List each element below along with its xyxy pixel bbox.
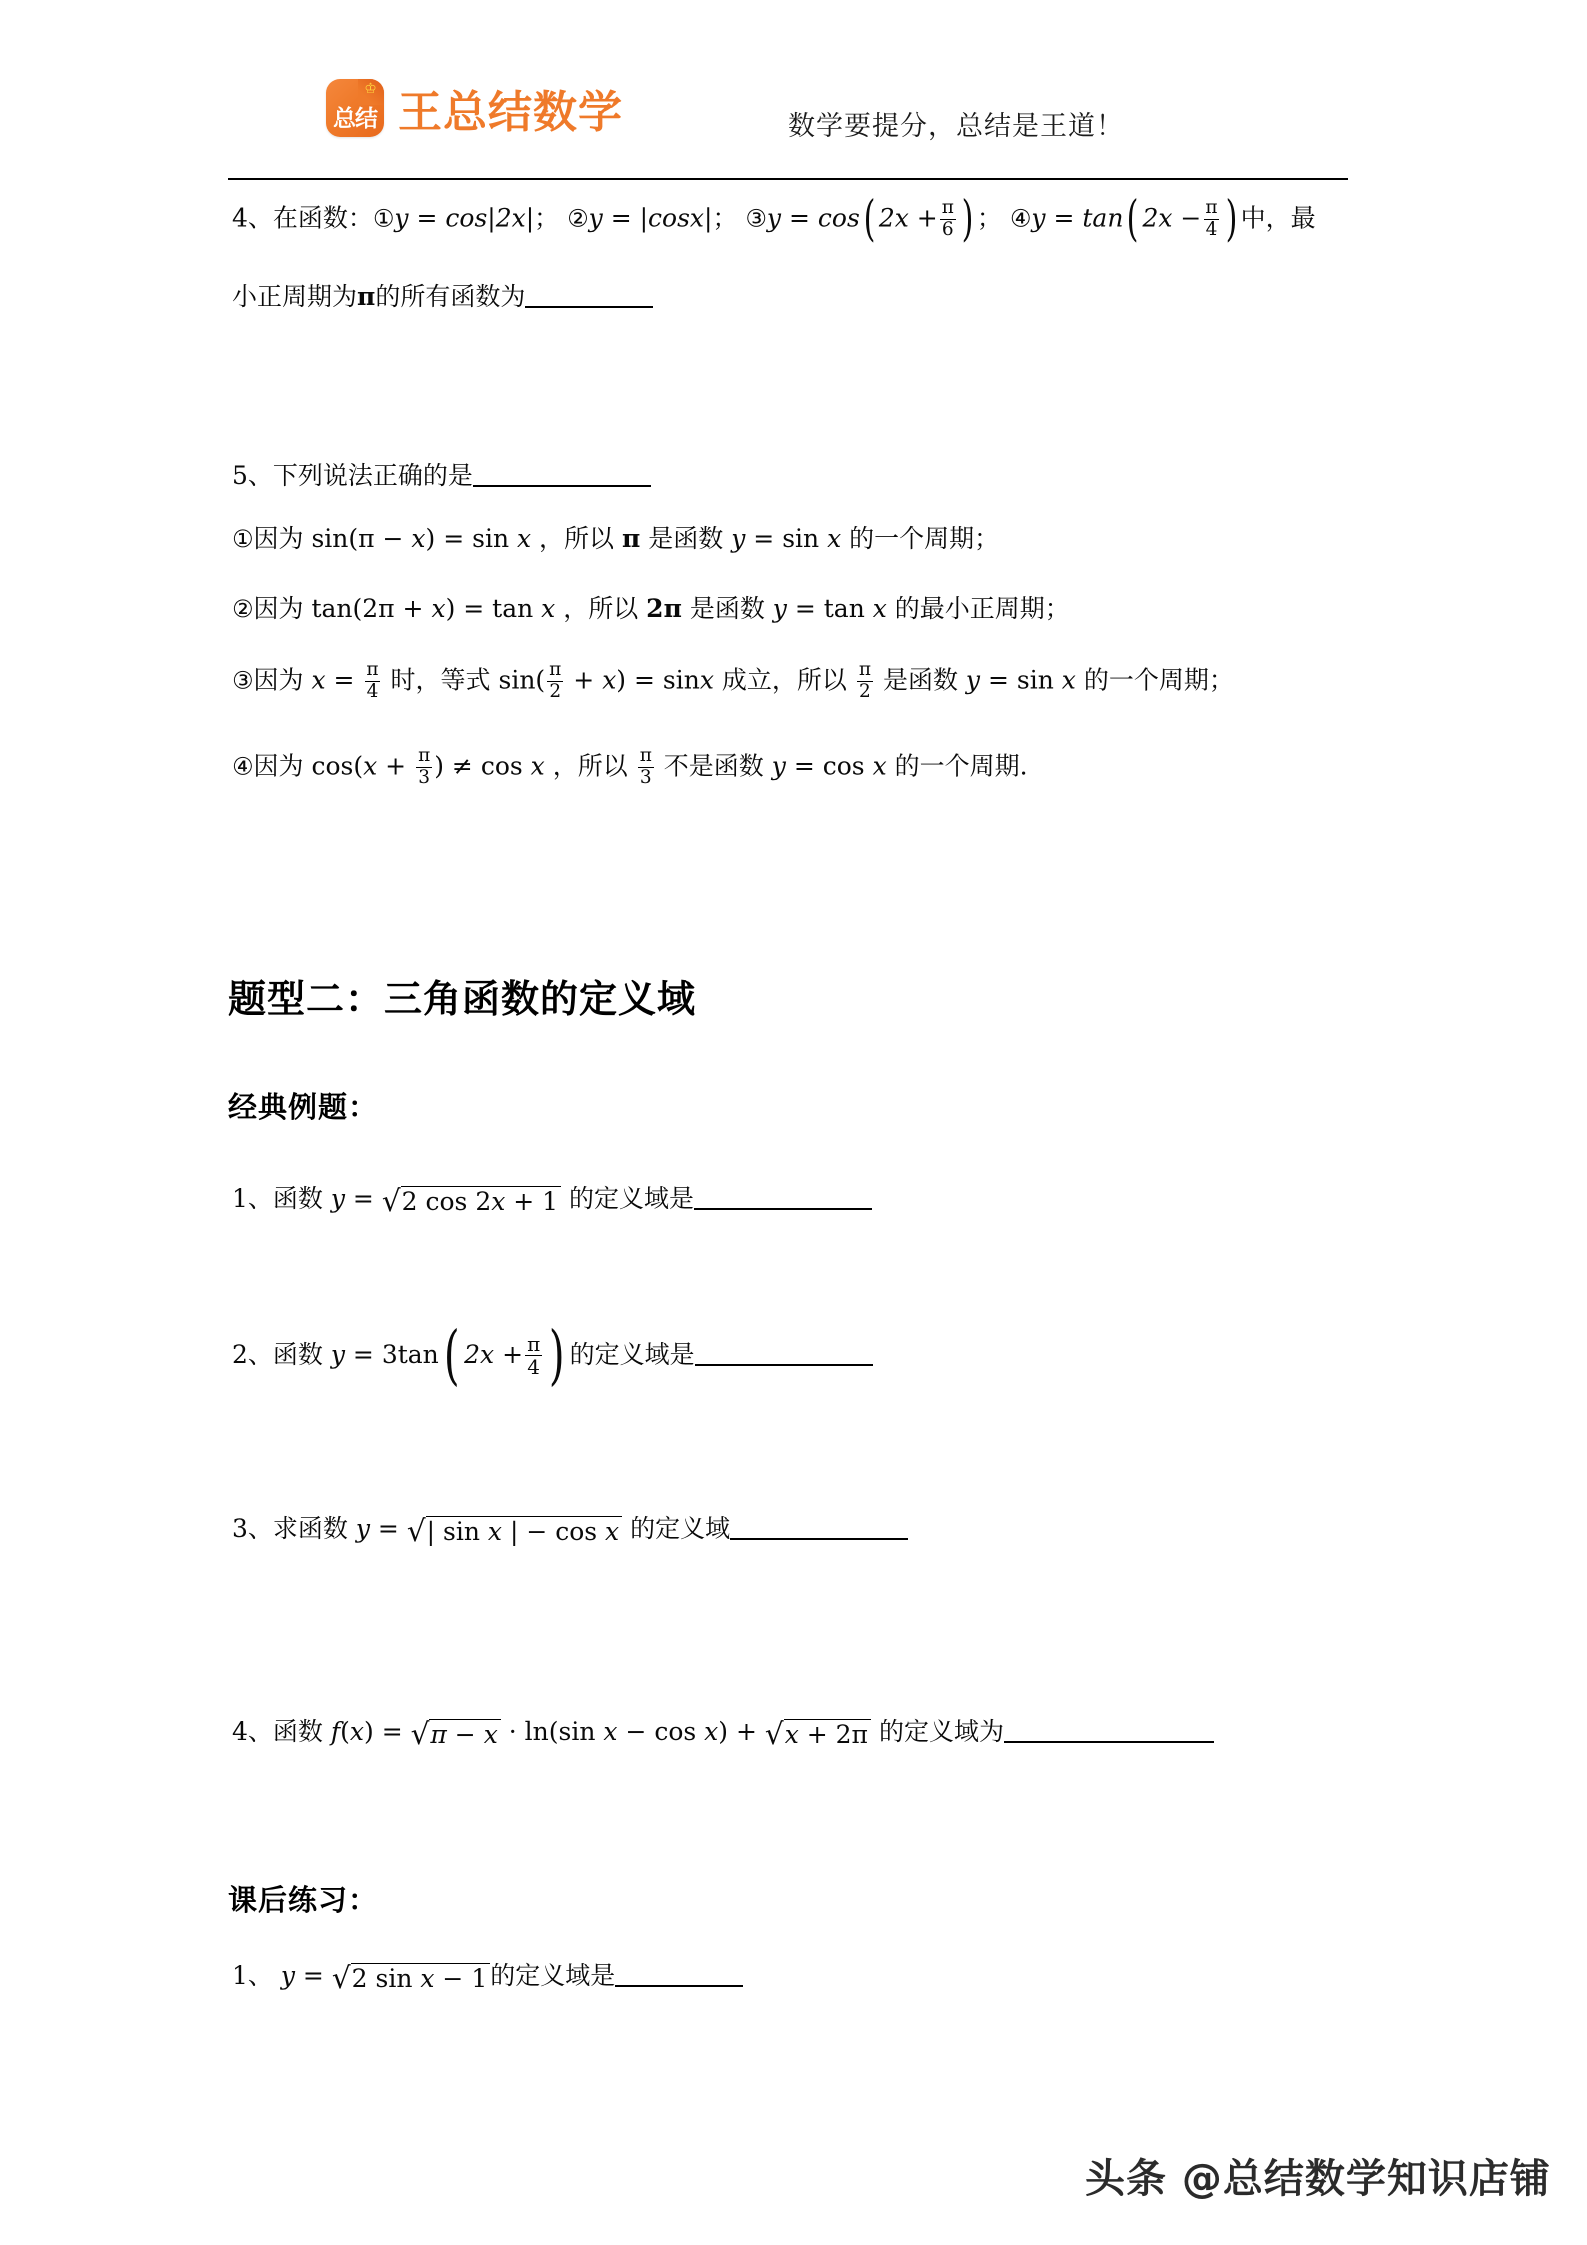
q4-item-3-inner: 2x + [878,203,938,233]
c-q4-f: f [330,1717,341,1746]
q5-item-3-g: 是函数 [875,665,966,695]
c-q4-mid-b: − cos [617,1717,705,1746]
c-q4-sqrt-1 [410,1716,501,1751]
q5-item-4-frac2-numerator: π [639,745,652,766]
radical-icon: √ [406,1513,426,1548]
question-5-item-2 [232,595,1070,623]
q5-item-2-e: = tan [786,594,873,623]
p-q1-radicand-a: 2 sin [351,1963,421,1993]
c-q3-eq: = [369,1514,407,1543]
q5-item-3-d: + [565,665,603,695]
c-q4-radicand-2 [784,1719,871,1749]
q5-answer-blank[interactable] [473,485,651,487]
q5-item-3-x4: x [1061,665,1076,695]
q5-item-4-x3: x [872,751,887,781]
c-q4-mid-c: ) + [718,1717,765,1746]
p-q1-suffix: 的定义域是 [490,1961,616,1990]
c-q2-prefix: 2、函数 [232,1340,331,1369]
c-q3-radicand-a: | sin [426,1516,488,1546]
q5-item-4-frac1-numerator: π [418,745,431,766]
q4-prefix: 4、在函数： [232,203,373,233]
q5-item-4-c: ) ≠ cos [434,751,531,781]
q5-item-2-twopi: 2π [646,594,682,623]
q5-item-4-frac2-denominator: 3 [639,766,652,788]
c-q3-y: y [355,1514,370,1543]
c-q4-r2-b: + 2π [798,1719,868,1749]
classic-examples-label: 经典例题： [228,1090,379,1124]
q5-item-2-x3: x [872,594,887,623]
c-q3-suffix: 的定义域 [622,1514,731,1543]
c-q1-prefix: 1、函数 [232,1184,331,1213]
q5-item-3-frac3-numerator: π [858,659,872,680]
q5-item-3-b: = [325,665,363,695]
q5-item-1-f: 的一个周期； [841,524,1000,553]
q5-item-4-fraction-2 [638,747,654,787]
q5-item-2-x1: x [431,594,446,623]
p-q1-prefix: 1、 [232,1961,281,1990]
q5-item-2-f: 的最小正周期； [886,594,1070,623]
c-q3-answer-blank[interactable] [730,1538,908,1540]
c-q4-sqrt-2 [764,1716,871,1751]
c-q2-suffix: 的定义域是 [569,1340,695,1369]
q5-item-2-x2: x [541,594,556,623]
q4-item-4-expr-a: y = tan [1031,203,1124,233]
footer-watermark: 头条 @总结数学知识店铺 [1085,2156,1551,2202]
c-q4-r2-x: x [784,1719,799,1749]
practice-question-1 [232,1960,743,1995]
c-q4-mid-x1: x [603,1717,618,1746]
c-q3-radicand-b: | − cos [502,1516,606,1546]
q5-item-3-marker: ③ [232,666,254,695]
q4-item-4-frac-numerator: π [1205,197,1218,218]
c-q4-eq: = [373,1717,411,1746]
q5-item-2-a: 因为 tan(2π + [253,594,432,623]
c-q2-fraction [525,1334,542,1377]
q5-item-1-y: y [731,524,746,553]
q5-item-3-x2: x [602,665,617,695]
q4-item-2-marker: ② [567,204,589,233]
question-4-line-1: 4、在函数：①y = cos|2x|； ②y = |cosx|； ③y = cos( 2x + $\frac{\pi}{6}$ ) ； ④y = tan( 2x − $\frac{\pi}{4}$ ) 中，最 [232,191,1316,247]
q4-item-4-frac-denominator: 4 [1205,218,1218,240]
q5-item-1-a: 因为 sin(π − [253,524,412,553]
q5-item-3-frac2-denominator: 2 [549,680,562,702]
c-q2-inner: 2x + [464,1340,524,1369]
q5-item-4-x1: x [363,751,378,781]
question-4-line-2 [232,283,653,311]
q5-item-4-marker: ④ [232,752,254,781]
brand-name: 王总结数学 [398,87,623,138]
q5-item-3-frac1-numerator: π [366,659,379,680]
q5-item-2-marker: ② [232,595,254,623]
question-5-stem [232,462,651,490]
c-q4-suffix: 的定义域为 [871,1717,1004,1746]
crown-icon: ♔ [364,82,377,97]
c-q4-fx-a: ( [340,1717,350,1746]
logo-badge-text: 总结 [333,106,377,132]
q5-item-3-f: 成立，所以 [713,665,855,695]
q4-item-3-frac-numerator: π [941,197,954,218]
q5-item-3-fraction-1 [364,661,380,701]
c-q3-radicand [426,1516,623,1546]
q5-item-3-y: y [965,665,981,695]
practice-label: 课后练习： [228,1883,379,1917]
q4-line2-a: 小正周期为 [232,282,358,311]
c-q4-mid-x2: x [704,1717,719,1746]
q5-item-1-x3: x [827,524,842,553]
question-5-item-1 [232,525,999,553]
p-q1-radicand [351,1963,491,1993]
c-q1-answer-blank[interactable] [694,1208,872,1210]
q5-item-4-g: 的一个周期. [886,751,1028,781]
c-q4-mid: · ln(sin [500,1717,604,1746]
q4-line2-b: 的所有函数为 [375,282,526,311]
c-q2-frac-denominator: 4 [527,1355,540,1379]
q5-item-2-b: ) = tan [445,594,542,623]
q5-item-3-frac1-denominator: 4 [366,680,379,702]
c-q1-sqrt [381,1183,561,1218]
c-q3-prefix: 3、求函数 [232,1514,356,1543]
q5-item-1-marker: ① [232,525,254,553]
q5-stem-text: 5、下列说法正确的是 [232,461,473,490]
q5-item-4-frac1-denominator: 3 [418,766,431,788]
q4-item-3-tail: ； [976,203,1002,233]
p-q1-answer-blank[interactable] [615,1985,743,1987]
q5-item-4-e: 不是函数 [655,751,772,781]
q4-line2-pi: π [357,282,376,311]
page-header [228,62,1348,152]
c-q1-radicand-x: x [491,1186,506,1216]
p-q1-radicand-b: − 1 [434,1963,488,1993]
c-q4-radicand-1 [429,1719,500,1749]
q5-item-4-b: + [377,751,415,781]
c-q4-fx-b: ) [364,1717,374,1746]
q5-item-3-i: 的一个周期； [1075,665,1234,695]
c-q3-radicand-x2: x [605,1516,620,1546]
c-q4-fx-x: x [349,1717,364,1746]
c-q2-y: y [330,1340,345,1369]
classic-question-3 [232,1513,908,1548]
c-q1-eq: = [344,1184,382,1213]
q4-item-2-expr-x: x [689,203,705,233]
c-q3-sqrt [406,1513,622,1548]
q5-item-3-fraction-2 [547,661,563,701]
radical-icon: √ [331,1960,351,1995]
p-q1-eq: = [294,1961,332,1990]
q5-item-4-d: ，所以 [544,751,636,781]
section-2-heading: 题型二：三角函数的定义域 [228,977,697,1021]
c-q4-answer-blank[interactable] [1004,1741,1214,1743]
q5-item-3-frac3-denominator: 2 [859,680,871,702]
q4-item-3-fraction [940,199,956,239]
c-q2-frac-numerator: π [527,1332,541,1356]
q5-item-1-d: 是函数 [640,524,732,553]
q5-item-4-a: 因为 cos( [253,751,364,781]
classic-question-2: 2、函数 y = 3tan( 2x + $\frac{\pi}{4}$ ) 的定义域是 [232,1335,873,1378]
q4-item-2-expr-c: |； [704,203,738,233]
radical-icon: √ [764,1716,784,1751]
q5-item-3-h: = sin [980,665,1062,695]
c-q1-suffix: 的定义域是 [561,1184,695,1213]
c-q4-r1-x: x [483,1719,498,1749]
p-q1-sqrt [331,1960,490,1995]
q5-item-1-pi: π [622,524,641,553]
q5-item-4-f: = cos [785,751,873,781]
classic-question-4 [232,1716,1214,1751]
question-5-item-4 [232,745,1028,788]
q5-item-1-x2: x [517,524,532,553]
p-q1-radicand-x: x [420,1963,435,1993]
logo-badge [326,79,384,137]
c-q2-eq: = 3tan [344,1340,439,1369]
q5-item-1-e: = sin [745,524,828,553]
q4-item-4-inner: 2x − [1142,203,1202,233]
q4-item-4-marker: ④ [1009,204,1032,233]
q4-item-4-fraction [1203,199,1219,239]
q4-item-1-expr-x: x [511,203,526,233]
q5-item-3-frac2-numerator: π [549,659,562,680]
brand-tagline: 数学要提分，总结是王道！ [788,111,1124,142]
q5-item-1-c: ，所以 [531,524,623,553]
q5-item-4-y: y [771,751,786,781]
q4-item-3-frac-denominator: 6 [941,218,954,240]
c-q2-answer-blank[interactable] [695,1364,873,1366]
q5-item-2-y: y [772,594,787,623]
q4-item-3-expr-a: y = cos [766,203,860,233]
q4-answer-blank[interactable] [525,306,653,308]
classic-question-1 [232,1183,872,1218]
radical-icon: √ [381,1183,401,1218]
q5-item-4-fraction-1 [416,747,432,787]
brand-lockup [326,76,623,140]
q5-item-3-fraction-3 [857,661,873,701]
q5-item-1-b: ) = sin [425,524,517,553]
c-q1-radicand-b: + 1 [505,1186,559,1216]
c-q1-radicand [401,1186,561,1216]
q5-item-3-e: ) = sin [616,665,700,695]
question-5-item-3 [232,659,1234,702]
q5-item-3-c: 时，等式 sin( [382,665,546,695]
q4-item-2-expr-a: y = |cos [588,203,690,233]
c-q1-y: y [330,1184,345,1213]
q5-item-2-c: ，所以 [555,594,647,623]
q5-item-3-x1: x [311,665,326,695]
p-q1-y: y [280,1961,295,1990]
q4-item-1-marker: ① [372,204,395,233]
q5-item-1-x1: x [411,524,426,553]
c-q3-radicand-x1: x [487,1516,502,1546]
radical-icon: √ [410,1716,430,1751]
q4-item-1-expr-a: y = cos|2 [394,203,512,233]
c-q4-prefix: 4、函数 [232,1717,331,1746]
q4-item-3-marker: ③ [745,204,767,233]
c-q4-r1-a: π − [430,1719,484,1749]
q4-item-4-tail: 中，最 [1240,203,1316,233]
header-divider [228,178,1348,180]
q5-item-3-x3: x [699,665,714,695]
c-q1-radicand-a: 2 cos 2 [401,1186,492,1216]
q4-item-1-expr-c: |； [525,203,560,233]
q5-item-4-x2: x [530,751,545,781]
q5-item-2-d: 是函数 [681,594,773,623]
q5-item-3-a: 因为 [253,665,312,695]
